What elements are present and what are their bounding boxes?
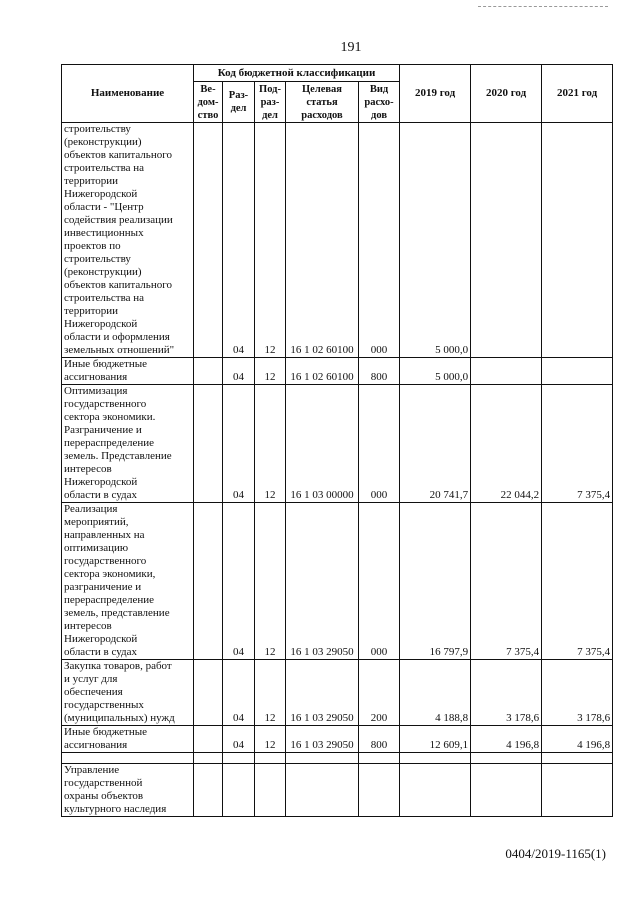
cell-ved	[194, 660, 223, 726]
spacer-cell	[359, 753, 400, 764]
table-row	[62, 764, 613, 817]
cell-podrazdel: 12	[255, 726, 286, 753]
cell-ved	[194, 503, 223, 660]
cell-vid: 200	[359, 660, 400, 726]
cell-y2021	[542, 123, 613, 358]
header-2019: 2019 год	[400, 65, 471, 123]
cell-y2021	[542, 764, 613, 817]
cell-y2019: 16 797,9	[400, 503, 471, 660]
cell-y2019: 5 000,0	[400, 123, 471, 358]
cell-name: Иные бюджетные ассигнования	[62, 726, 194, 753]
cell-razdel: 04	[223, 123, 255, 358]
cell-razdel	[223, 764, 255, 817]
header-celevaya: Целевая статья расходов	[286, 82, 359, 123]
cell-name: Управление государственной охраны объектов культурного наследия	[62, 764, 194, 817]
cell-vid: 800	[359, 358, 400, 385]
cell-celevaya: 16 1 03 29050	[286, 660, 359, 726]
header-vedomstvo: Ве- дом- ство	[194, 82, 223, 123]
table-row	[62, 123, 613, 358]
spacer-cell	[542, 753, 613, 764]
cell-y2019: 4 188,8	[400, 660, 471, 726]
spacer-cell	[400, 753, 471, 764]
table-row	[62, 503, 613, 660]
cell-razdel: 04	[223, 503, 255, 660]
cell-y2019: 20 741,7	[400, 385, 471, 503]
cell-razdel: 04	[223, 358, 255, 385]
cell-name: строительству (реконструкции) объектов капитального строительства на территории Нижегородской области - "Центр содействия реализации инвестиционных проектов по строительству (реконструкции) объектов капитального строительства на территории Нижегородской области и оформления земельных отношений"	[62, 123, 194, 358]
cell-name: Закупка товаров, работ и услуг для обеспечения государственных (муниципальных) нужд	[62, 660, 194, 726]
cell-vid: 000	[359, 503, 400, 660]
cell-vid	[359, 764, 400, 817]
header-2021: 2021 год	[542, 65, 613, 123]
cell-y2019: 5 000,0	[400, 358, 471, 385]
cell-vid: 000	[359, 385, 400, 503]
cell-vid: 000	[359, 123, 400, 358]
cell-celevaya: 16 1 02 60100	[286, 123, 359, 358]
cell-y2021: 3 178,6	[542, 660, 613, 726]
cell-podrazdel	[255, 764, 286, 817]
cell-razdel: 04	[223, 385, 255, 503]
header-razdel: Раз- дел	[223, 82, 255, 123]
cell-podrazdel: 12	[255, 123, 286, 358]
cell-celevaya	[286, 764, 359, 817]
cell-y2020	[471, 358, 542, 385]
cell-ved	[194, 358, 223, 385]
cell-name: Оптимизация государственного сектора экономики. Разграничение и перераспределение земель. Представление интересов Нижегородской области в судах	[62, 385, 194, 503]
cell-y2021: 7 375,4	[542, 385, 613, 503]
header-code-group: Код бюджетной классификации	[194, 65, 400, 82]
cell-razdel: 04	[223, 660, 255, 726]
cell-y2020: 22 044,2	[471, 385, 542, 503]
header-name: Наименование	[62, 65, 194, 123]
cell-ved	[194, 726, 223, 753]
cell-name: Иные бюджетные ассигнования	[62, 358, 194, 385]
cell-ved	[194, 764, 223, 817]
table-row	[62, 660, 613, 726]
spacer-cell	[286, 753, 359, 764]
cell-y2021	[542, 358, 613, 385]
cell-podrazdel: 12	[255, 660, 286, 726]
cell-ved	[194, 123, 223, 358]
cell-y2020	[471, 764, 542, 817]
spacer-row	[62, 753, 613, 764]
table-row	[62, 385, 613, 503]
cell-razdel: 04	[223, 726, 255, 753]
cell-ved	[194, 385, 223, 503]
cell-name: Реализация мероприятий, направленных на оптимизацию государственного сектора экономики, разграничение и перераспределение земель, представление интересов Нижегородской области в судах	[62, 503, 194, 660]
cell-y2020	[471, 123, 542, 358]
cell-y2021: 7 375,4	[542, 503, 613, 660]
spacer-cell	[62, 753, 194, 764]
cell-vid: 800	[359, 726, 400, 753]
cell-podrazdel: 12	[255, 503, 286, 660]
budget-table	[61, 64, 613, 817]
spacer-cell	[223, 753, 255, 764]
header-podrazdel: Под- раз- дел	[255, 82, 286, 123]
cell-y2021: 4 196,8	[542, 726, 613, 753]
spacer-cell	[194, 753, 223, 764]
cell-celevaya: 16 1 02 60100	[286, 358, 359, 385]
spacer-cell	[471, 753, 542, 764]
page-number: 191	[340, 40, 362, 55]
cell-celevaya: 16 1 03 29050	[286, 726, 359, 753]
cell-y2020: 3 178,6	[471, 660, 542, 726]
top-dashed-line	[478, 6, 608, 7]
cell-y2019: 12 609,1	[400, 726, 471, 753]
cell-y2020: 7 375,4	[471, 503, 542, 660]
cell-y2019	[400, 764, 471, 817]
document-id: 0404/2019-1165(1)	[505, 846, 606, 861]
cell-podrazdel: 12	[255, 385, 286, 503]
cell-y2020: 4 196,8	[471, 726, 542, 753]
table-row	[62, 358, 613, 385]
header-2020: 2020 год	[471, 65, 542, 123]
cell-celevaya: 16 1 03 29050	[286, 503, 359, 660]
spacer-cell	[255, 753, 286, 764]
cell-celevaya: 16 1 03 00000	[286, 385, 359, 503]
header-vid: Вид расхо- дов	[359, 82, 400, 123]
table-row	[62, 726, 613, 753]
cell-podrazdel: 12	[255, 358, 286, 385]
